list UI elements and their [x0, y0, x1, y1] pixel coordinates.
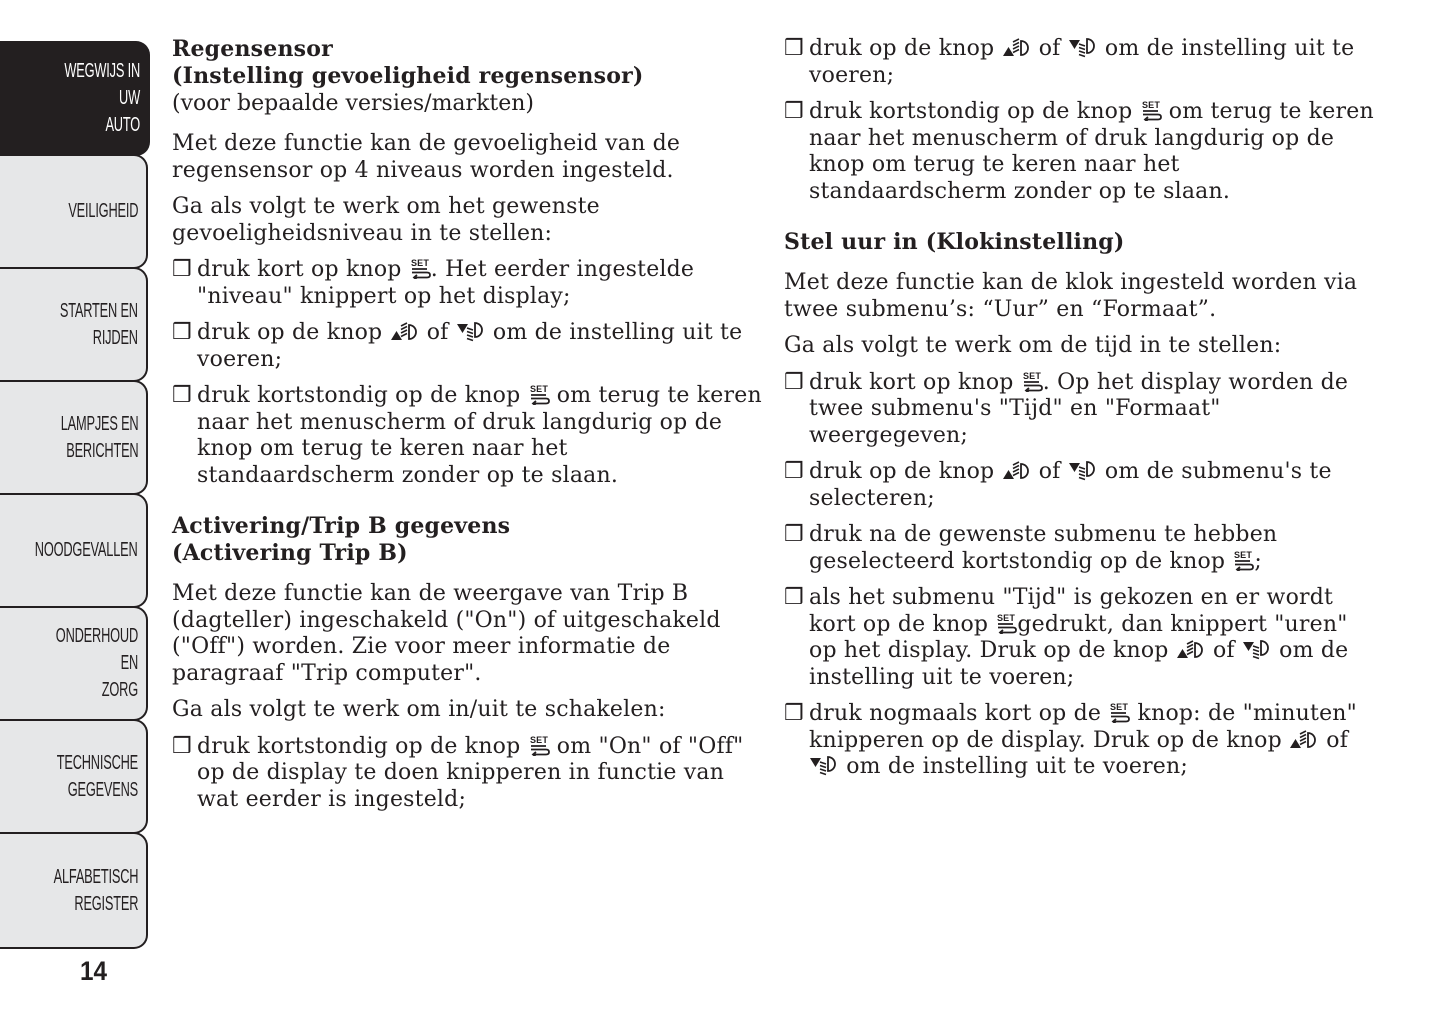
section-title-sub: (Instelling gevoeligheid regensensor) — [172, 63, 644, 89]
checkbox-bullet-icon: ❒ — [784, 36, 804, 61]
tab-label: WEGWIJS IN UW AUTO — [64, 60, 140, 136]
checkbox-bullet-icon: ❒ — [784, 585, 804, 610]
checkbox-bullet-icon: ❒ — [172, 257, 192, 282]
checkbox-bullet-icon: ❒ — [784, 369, 804, 395]
list-item: ❒ druk kortstondig op de knop SET om terug te keren naar het menuscherm of druk langdurig op de knop om terug te keren naar het standaardscherm zonder op te slaan. — [784, 99, 1374, 204]
down-button-icon — [1068, 459, 1098, 481]
svg-text:SET: SET — [1110, 702, 1129, 712]
set-button-icon — [995, 612, 1017, 634]
up-button-icon — [1289, 728, 1319, 750]
list-item: ❒ als het submenu "Tijd" is gekozen en er wordt kort op de knop SET gedrukt, dan knippert "uren" op het display. Druk op de knop of om de instelling uit te voeren; — [784, 585, 1349, 690]
up-button-icon — [1002, 36, 1032, 58]
paragraph: Ga als volgt te werk om de tijd in te stellen: — [784, 333, 1282, 358]
list-item: ❒ druk kort op knop SET . Op het display worden de twee submenu's "Tijd" en "Formaat" weergegeven; — [784, 369, 1349, 448]
tab-noodgevallen[interactable] — [0, 493, 148, 608]
down-button-icon — [809, 754, 839, 776]
checkbox-bullet-icon: ❒ — [784, 99, 804, 124]
set-button-icon — [1021, 370, 1043, 392]
page-number: 14 — [80, 956, 108, 986]
list-item: ❒ druk kortstondig op de knop SET om "On" of "Off" op de display te doen knipperen in functie van wat eerder is ingesteld; — [172, 733, 744, 812]
tab-label: NOODGEVALLEN — [35, 539, 138, 561]
list-item: ❒ druk nogmaals kort op de SET knop: de "minuten" knipperen op de display. Druk op de knop of om de instelling uit te voeren; — [784, 701, 1357, 779]
svg-text:SET: SET — [410, 258, 429, 268]
list-item: ❒ druk na de gewenste submenu te hebben geselecteerd kortstondig op de knop SET ; — [784, 522, 1278, 574]
paragraph: Ga als volgt te werk om het gewenste gevoeligheidsniveau in te stellen: — [172, 194, 600, 246]
checkbox-bullet-icon: ❒ — [784, 522, 804, 547]
paragraph: Ga als volgt te werk om in/uit te schakelen: — [172, 697, 666, 722]
section-title: Activering/Trip B gegevens — [172, 513, 511, 539]
up-button-icon — [1002, 459, 1032, 481]
up-button-icon — [1176, 638, 1206, 660]
section-title-sub: (Activering Trip B) — [172, 540, 408, 566]
down-button-icon — [1068, 36, 1098, 58]
tab-lampjes-en-berichten[interactable] — [0, 380, 148, 495]
set-button-icon — [1140, 99, 1162, 121]
section-title: Stel uur in (Klokinstelling) — [784, 229, 1125, 255]
set-button-icon — [528, 734, 550, 756]
set-button-icon — [528, 383, 550, 405]
tab-label: TECHNISCHE GEGEVENS — [56, 751, 138, 801]
down-button-icon — [1242, 638, 1272, 660]
paragraph: Met deze functie kan de weergave van Trip B (dagteller) ingeschakeld ("On") of uitgeschakeld ("Off") worden. Zie voor meer informatie de paragraaf "Trip computer". — [172, 581, 721, 686]
list-item: ❒ druk op de knop of om de submenu's te selecteren; — [784, 459, 1332, 511]
paragraph: Met deze functie kan de klok ingesteld worden via twee submenu’s: “Uur” en “Formaat”. — [784, 270, 1358, 322]
list-item: ❒ druk op de knop of om de instelling uit te voeren; — [172, 320, 743, 372]
down-button-icon — [456, 320, 486, 342]
right-column — [784, 36, 1374, 791]
checkbox-bullet-icon: ❒ — [172, 320, 192, 345]
tab-veiligheid[interactable] — [0, 154, 148, 269]
set-button-icon — [409, 257, 431, 279]
section-subtitle: (voor bepaalde versies/markten) — [172, 91, 535, 116]
list-item: ❒ druk op de knop of om de instelling uit te voeren; — [784, 36, 1355, 88]
tab-alfabetisch-register[interactable] — [0, 832, 148, 949]
tab-label: VEILIGHEID — [68, 200, 138, 222]
tab-label: STARTEN EN RIJDEN — [60, 299, 138, 349]
tab-onderhoud-en-zorg[interactable] — [0, 606, 148, 721]
section-title: Regensensor — [172, 36, 333, 62]
tab-label: ALFABETISCH REGISTER — [53, 865, 138, 915]
checkbox-bullet-icon: ❒ — [172, 733, 192, 759]
tab-technische-gegevens[interactable] — [0, 719, 148, 834]
svg-text:SET: SET — [529, 734, 548, 745]
checkbox-bullet-icon: ❒ — [784, 701, 804, 726]
svg-text:SET: SET — [529, 384, 548, 394]
set-button-icon — [1108, 701, 1130, 723]
list-item: ❒ druk kortstondig op de knop SET om terug te keren naar het menuscherm of druk langdurig op de knop om terug te keren naar het standaardscherm zonder op te slaan. — [172, 383, 762, 488]
tab-label: ONDERHOUD EN ZORG — [55, 625, 139, 701]
tab-wegwijs-in-uw-auto[interactable] — [0, 41, 150, 156]
set-button-icon — [1232, 549, 1254, 571]
svg-text:SET: SET — [1141, 100, 1160, 110]
tab-label: LAMPJES EN BERICHTEN — [60, 412, 138, 462]
up-button-icon — [390, 320, 420, 342]
left-column — [172, 36, 762, 823]
tab-starten-en-rijden[interactable] — [0, 267, 148, 382]
svg-text:SET: SET — [1022, 370, 1041, 381]
checkbox-bullet-icon: ❒ — [172, 383, 192, 408]
list-item: ❒ druk kort op knop SET . Het eerder ingestelde "niveau" knippert op het display; — [172, 257, 695, 309]
checkbox-bullet-icon: ❒ — [784, 459, 804, 484]
svg-text:SET: SET — [997, 612, 1016, 623]
paragraph: Met deze functie kan de gevoeligheid van de regensensor op 4 niveaus worden ingesteld. — [172, 131, 681, 183]
svg-text:SET: SET — [1234, 549, 1253, 560]
